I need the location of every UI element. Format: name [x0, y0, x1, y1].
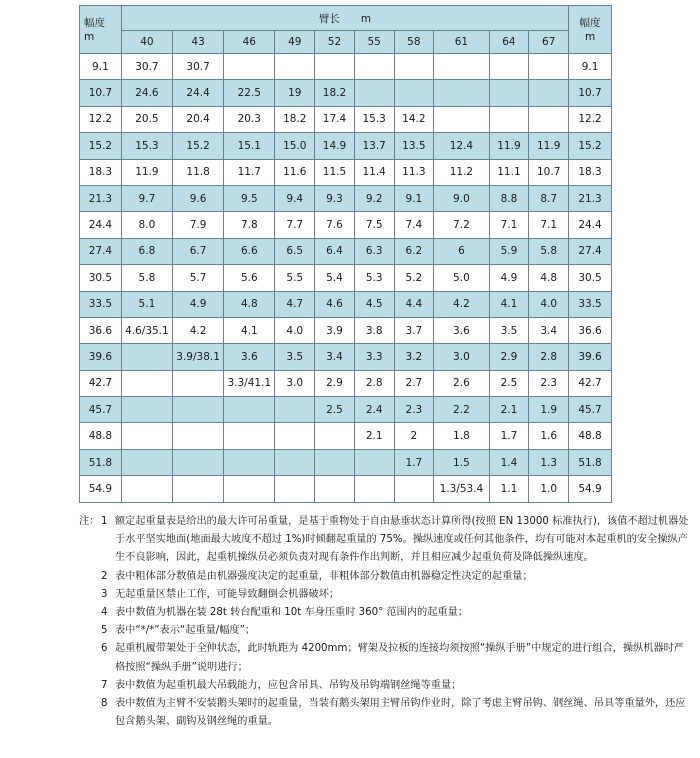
- load-cell: 1.6: [529, 423, 569, 449]
- load-cell: 4.1: [224, 317, 275, 343]
- note-text: 表中数值为机器在装 28t 转台配重和 10t 车身压重时 360° 范围内的起重量；: [115, 607, 468, 619]
- table-body: [80, 54, 612, 503]
- radius-header-text: 幅度 m: [84, 16, 105, 43]
- load-cell: [315, 449, 355, 475]
- load-cell: [275, 449, 315, 475]
- load-cell: [121, 370, 172, 396]
- load-cell: 17.4: [315, 106, 355, 132]
- load-cell: [315, 54, 355, 80]
- note-prefix: [79, 622, 101, 640]
- load-cell: 5.8: [121, 265, 172, 291]
- table-row: [80, 54, 612, 80]
- load-cell: [354, 54, 394, 80]
- load-chart-table: [79, 5, 612, 503]
- radius-cell: 21.3: [569, 185, 612, 211]
- note-number: 5: [101, 625, 108, 637]
- load-cell: 7.7: [275, 212, 315, 238]
- load-cell: 4.6: [315, 291, 355, 317]
- boom-length-cell: 52: [315, 31, 355, 54]
- load-cell: 8.7: [529, 185, 569, 211]
- load-cell: 14.9: [315, 133, 355, 159]
- load-cell: 2.9: [315, 370, 355, 396]
- load-cell: 15.3: [354, 106, 394, 132]
- load-cell: [315, 476, 355, 502]
- note-item: [79, 640, 689, 676]
- note-text: 起重机履带架处于全伸状态，此时轨距为 4200mm；臂架及拉板的连接均须按照“操纵手册”中规定的进行组合，操纵机器时严格按照“操纵手册”说明进行；: [115, 643, 684, 673]
- load-cell: 10.7: [529, 159, 569, 185]
- load-cell: 7.9: [173, 212, 224, 238]
- note-prefix: [79, 677, 101, 695]
- load-cell: 6.7: [173, 238, 224, 264]
- load-cell: 7.5: [354, 212, 394, 238]
- note-item: [79, 568, 689, 586]
- load-cell: [224, 397, 275, 423]
- load-cell: 3.2: [394, 344, 434, 370]
- load-cell: [173, 423, 224, 449]
- load-cell: 1.7: [394, 449, 434, 475]
- load-cell: 6.8: [121, 238, 172, 264]
- radius-cell: 45.7: [569, 397, 612, 423]
- note-item: [79, 604, 689, 622]
- load-cell: 2.9: [489, 344, 529, 370]
- load-cell: 3.9: [315, 317, 355, 343]
- table-row: [80, 159, 612, 185]
- load-cell: 5.6: [224, 265, 275, 291]
- load-cell: 1.9: [529, 397, 569, 423]
- load-cell: 6.3: [354, 238, 394, 264]
- load-cell: 11.1: [489, 159, 529, 185]
- note-number: 8: [101, 698, 108, 710]
- load-cell: 9.6: [173, 185, 224, 211]
- load-cell: [121, 476, 172, 502]
- load-cell: 3.0: [275, 370, 315, 396]
- radius-cell: 21.3: [80, 185, 122, 211]
- boom-length-cell: 64: [489, 31, 529, 54]
- radius-cell: 12.2: [569, 106, 612, 132]
- radius-cell: 54.9: [80, 476, 122, 502]
- radius-cell: 10.7: [80, 80, 122, 106]
- radius-cell: 27.4: [80, 238, 122, 264]
- radius-cell: 18.3: [80, 159, 122, 185]
- radius-cell: 15.2: [569, 133, 612, 159]
- note-text: 无起重量区禁止工作，可能导致翻倒会机器破坏；: [115, 588, 340, 600]
- load-cell: 11.9: [529, 133, 569, 159]
- radius-cell: 48.8: [569, 423, 612, 449]
- load-cell: 2.1: [354, 423, 394, 449]
- load-cell: 6: [434, 238, 489, 264]
- load-cell: 4.9: [173, 291, 224, 317]
- radius-cell: 18.3: [569, 159, 612, 185]
- load-cell: [121, 449, 172, 475]
- load-cell: 11.2: [434, 159, 489, 185]
- load-cell: 15.2: [173, 133, 224, 159]
- radius-cell: 39.6: [80, 344, 122, 370]
- table-row: [80, 397, 612, 423]
- load-cell: [121, 397, 172, 423]
- load-cell: 2.4: [354, 397, 394, 423]
- load-cell: 9.0: [434, 185, 489, 211]
- note-number: 4: [101, 607, 108, 619]
- table-row: [80, 265, 612, 291]
- load-cell: 7.8: [224, 212, 275, 238]
- load-cell: [394, 54, 434, 80]
- load-cell: 1.7: [489, 423, 529, 449]
- load-cell: 2.2: [434, 397, 489, 423]
- load-cell: 7.2: [434, 212, 489, 238]
- note-text: 表中“*/*”表示“起重量/幅度”；: [115, 625, 256, 637]
- load-cell: [529, 106, 569, 132]
- load-cell: 9.5: [224, 185, 275, 211]
- notes-section: [79, 513, 689, 731]
- load-cell: [354, 449, 394, 475]
- note-item: [79, 586, 689, 604]
- load-cell: [275, 397, 315, 423]
- radius-cell: 33.5: [569, 291, 612, 317]
- load-cell: 2.6: [434, 370, 489, 396]
- load-cell: 11.8: [173, 159, 224, 185]
- load-cell: 4.4: [394, 291, 434, 317]
- load-cell: 2.8: [529, 344, 569, 370]
- load-cell: [529, 54, 569, 80]
- radius-cell: 33.5: [80, 291, 122, 317]
- boom-length-cell: 67: [529, 31, 569, 54]
- load-cell: [173, 476, 224, 502]
- note-item: [79, 695, 689, 731]
- load-cell: 4.8: [529, 265, 569, 291]
- load-cell: 9.3: [315, 185, 355, 211]
- load-cell: [275, 423, 315, 449]
- load-cell: [434, 106, 489, 132]
- load-cell: 24.6: [121, 80, 172, 106]
- load-cell: 2.5: [315, 397, 355, 423]
- table-row: [80, 344, 612, 370]
- note-number: 2: [101, 570, 108, 582]
- load-cell: 4.0: [275, 317, 315, 343]
- load-cell: 24.4: [173, 80, 224, 106]
- load-cell: 3.4: [529, 317, 569, 343]
- load-cell: 7.1: [529, 212, 569, 238]
- load-cell: 3.5: [275, 344, 315, 370]
- table-row: [80, 291, 612, 317]
- load-cell: 7.6: [315, 212, 355, 238]
- load-cell: 11.7: [224, 159, 275, 185]
- radius-cell: 30.5: [80, 265, 122, 291]
- load-cell: 11.3: [394, 159, 434, 185]
- load-cell: 15.0: [275, 133, 315, 159]
- radius-cell: 30.5: [569, 265, 612, 291]
- load-cell: 2.5: [489, 370, 529, 396]
- load-cell: 18.2: [315, 80, 355, 106]
- load-cell: 22.5: [224, 80, 275, 106]
- load-cell: [173, 370, 224, 396]
- load-cell: 11.9: [489, 133, 529, 159]
- load-cell: 5.7: [173, 265, 224, 291]
- load-cell: [173, 397, 224, 423]
- load-cell: 1.8: [434, 423, 489, 449]
- radius-cell: 12.2: [80, 106, 122, 132]
- load-cell: 9.1: [394, 185, 434, 211]
- radius-cell: 27.4: [569, 238, 612, 264]
- load-cell: 3.5: [489, 317, 529, 343]
- load-cell: 11.9: [121, 159, 172, 185]
- boom-length-header-text: 臂长 m: [318, 12, 372, 25]
- note-prefix: [79, 640, 101, 676]
- table-row: [80, 185, 612, 211]
- load-cell: 5.8: [529, 238, 569, 264]
- radius-cell: 45.7: [80, 397, 122, 423]
- boom-length-cell: 46: [224, 31, 275, 54]
- load-cell: 2.3: [529, 370, 569, 396]
- boom-length-cell: 61: [434, 31, 489, 54]
- table-row: [80, 80, 612, 106]
- load-cell: [394, 476, 434, 502]
- load-cell: 3.3: [354, 344, 394, 370]
- load-cell: 6.6: [224, 238, 275, 264]
- load-cell: 5.1: [121, 291, 172, 317]
- note-number: 6: [101, 643, 108, 655]
- load-cell: 6.2: [394, 238, 434, 264]
- note-text: 表中数值为起重机最大吊载能力，应包含吊具、吊钩及吊钩端钢丝绳等重量；: [115, 679, 462, 691]
- boom-length-cell: 49: [275, 31, 315, 54]
- load-cell: 1.4: [489, 449, 529, 475]
- load-cell: 11.6: [275, 159, 315, 185]
- radius-cell: 15.2: [80, 133, 122, 159]
- load-cell: 3.7: [394, 317, 434, 343]
- radius-header-right: [569, 6, 612, 54]
- boom-length-cell: 43: [173, 31, 224, 54]
- note-prefix: 注：: [79, 516, 100, 527]
- radius-cell: 42.7: [80, 370, 122, 396]
- radius-cell: 24.4: [569, 212, 612, 238]
- load-cell: [434, 80, 489, 106]
- note-prefix: [79, 568, 101, 586]
- radius-cell: 51.8: [569, 449, 612, 475]
- load-cell: 7.4: [394, 212, 434, 238]
- load-cell: 3.4: [315, 344, 355, 370]
- radius-cell: 48.8: [80, 423, 122, 449]
- load-cell: 3.9/38.1: [173, 344, 224, 370]
- load-cell: 4.0: [529, 291, 569, 317]
- note-item: [79, 513, 689, 568]
- load-cell: [224, 54, 275, 80]
- load-cell: [489, 80, 529, 106]
- load-cell: [354, 476, 394, 502]
- load-cell: 5.9: [489, 238, 529, 264]
- load-cell: 30.7: [121, 54, 172, 80]
- note-number: 7: [101, 679, 108, 691]
- boom-length-header: [121, 6, 568, 31]
- boom-length-cell: 58: [394, 31, 434, 54]
- radius-cell: 9.1: [569, 54, 612, 80]
- load-cell: 18.2: [275, 106, 315, 132]
- note-number: 1: [101, 516, 108, 527]
- load-cell: 4.1: [489, 291, 529, 317]
- load-cell: 3.3/41.1: [224, 370, 275, 396]
- table-row: [80, 212, 612, 238]
- load-cell: 4.2: [173, 317, 224, 343]
- table-row: [80, 476, 612, 502]
- note-text: 表中粗体部分数值是由机器强度决定的起重量，非粗体部分数值由机器稳定性决定的起重量；: [115, 570, 533, 582]
- load-cell: 1.3/53.4: [434, 476, 489, 502]
- load-cell: 30.7: [173, 54, 224, 80]
- load-cell: [224, 423, 275, 449]
- load-cell: 12.4: [434, 133, 489, 159]
- radius-cell: 42.7: [569, 370, 612, 396]
- load-cell: [489, 54, 529, 80]
- load-cell: 2: [394, 423, 434, 449]
- load-cell: 1.3: [529, 449, 569, 475]
- load-cell: 3.6: [224, 344, 275, 370]
- load-cell: 20.4: [173, 106, 224, 132]
- load-cell: 4.2: [434, 291, 489, 317]
- load-cell: 3.8: [354, 317, 394, 343]
- radius-cell: 51.8: [80, 449, 122, 475]
- load-cell: 9.7: [121, 185, 172, 211]
- load-cell: 5.4: [315, 265, 355, 291]
- load-cell: 11.5: [315, 159, 355, 185]
- boom-length-cell: 55: [354, 31, 394, 54]
- load-cell: [529, 80, 569, 106]
- load-cell: 20.5: [121, 106, 172, 132]
- load-cell: 1.0: [529, 476, 569, 502]
- load-cell: 19: [275, 80, 315, 106]
- radius-cell: 54.9: [569, 476, 612, 502]
- boom-length-row: [80, 31, 612, 54]
- load-cell: 15.3: [121, 133, 172, 159]
- radius-header-text: 幅度 m: [579, 16, 601, 43]
- radius-header-left: [80, 6, 122, 54]
- table-row: [80, 133, 612, 159]
- load-cell: 5.2: [394, 265, 434, 291]
- radius-cell: 9.1: [80, 54, 122, 80]
- load-cell: 8.0: [121, 212, 172, 238]
- load-cell: [315, 423, 355, 449]
- load-cell: [489, 106, 529, 132]
- load-cell: 1.1: [489, 476, 529, 502]
- note-text: 表中数值为主臂不安装鹅头架时的起重量，当装有鹅头架用主臂吊钩作业时，除了考虑主臂吊钩、钢丝绳、吊具等重量外，还应包含鹅头架、副钩及钢丝绳的重量。: [115, 698, 686, 728]
- load-cell: [224, 449, 275, 475]
- table-row: [80, 449, 612, 475]
- load-cell: 9.2: [354, 185, 394, 211]
- load-cell: 1.5: [434, 449, 489, 475]
- load-cell: 5.0: [434, 265, 489, 291]
- load-cell: 13.5: [394, 133, 434, 159]
- load-cell: [121, 423, 172, 449]
- load-cell: 20.3: [224, 106, 275, 132]
- load-cell: 8.8: [489, 185, 529, 211]
- load-cell: 2.3: [394, 397, 434, 423]
- load-cell: 14.2: [394, 106, 434, 132]
- table-row: [80, 370, 612, 396]
- load-cell: 4.9: [489, 265, 529, 291]
- load-cell: 5.5: [275, 265, 315, 291]
- load-cell: 3.0: [434, 344, 489, 370]
- load-cell: 4.7: [275, 291, 315, 317]
- load-cell: 7.1: [489, 212, 529, 238]
- load-cell: [354, 80, 394, 106]
- table-row: [80, 106, 612, 132]
- load-cell: [121, 344, 172, 370]
- radius-cell: 10.7: [569, 80, 612, 106]
- table-row: [80, 238, 612, 264]
- load-cell: 4.6/35.1: [121, 317, 172, 343]
- load-cell: [224, 476, 275, 502]
- note-item: [79, 677, 689, 695]
- load-cell: [275, 54, 315, 80]
- note-prefix: [79, 695, 101, 731]
- radius-cell: 36.6: [569, 317, 612, 343]
- radius-cell: 36.6: [80, 317, 122, 343]
- load-cell: 2.1: [489, 397, 529, 423]
- load-cell: 4.5: [354, 291, 394, 317]
- load-cell: 6.5: [275, 238, 315, 264]
- load-cell: 2.7: [394, 370, 434, 396]
- load-cell: 6.4: [315, 238, 355, 264]
- load-cell: 13.7: [354, 133, 394, 159]
- load-cell: 2.8: [354, 370, 394, 396]
- load-cell: [434, 54, 489, 80]
- note-text: 额定起重量表是给出的最大许可吊重量，是基于重物处于自由悬垂状态计算所得(按照 EN 13000 标准执行)，该值不超过机器处于水平坚实地面(地面最大坡度不超过 1%)时倾翻起重量的 75%。操纵速度或任何其他条件，均有可能对本起重机的安全操纵产生不良影响，因此，起重机操纵员必须负责对现有条件作出判断，并且相应减少起重负荷及降低操纵速度。: [115, 516, 689, 564]
- note-prefix: [79, 604, 101, 622]
- boom-length-cell: 40: [121, 31, 172, 54]
- load-cell: 3.6: [434, 317, 489, 343]
- load-cell: 4.8: [224, 291, 275, 317]
- load-cell: [173, 449, 224, 475]
- radius-cell: 24.4: [80, 212, 122, 238]
- load-cell: 15.1: [224, 133, 275, 159]
- table-row: [80, 423, 612, 449]
- note-prefix: [79, 586, 101, 604]
- load-cell: 11.4: [354, 159, 394, 185]
- load-cell: 5.3: [354, 265, 394, 291]
- load-cell: 9.4: [275, 185, 315, 211]
- note-item: [79, 622, 689, 640]
- load-cell: [275, 476, 315, 502]
- table-row: [80, 317, 612, 343]
- note-number: 3: [101, 588, 108, 600]
- radius-cell: 39.6: [569, 344, 612, 370]
- load-cell: [394, 80, 434, 106]
